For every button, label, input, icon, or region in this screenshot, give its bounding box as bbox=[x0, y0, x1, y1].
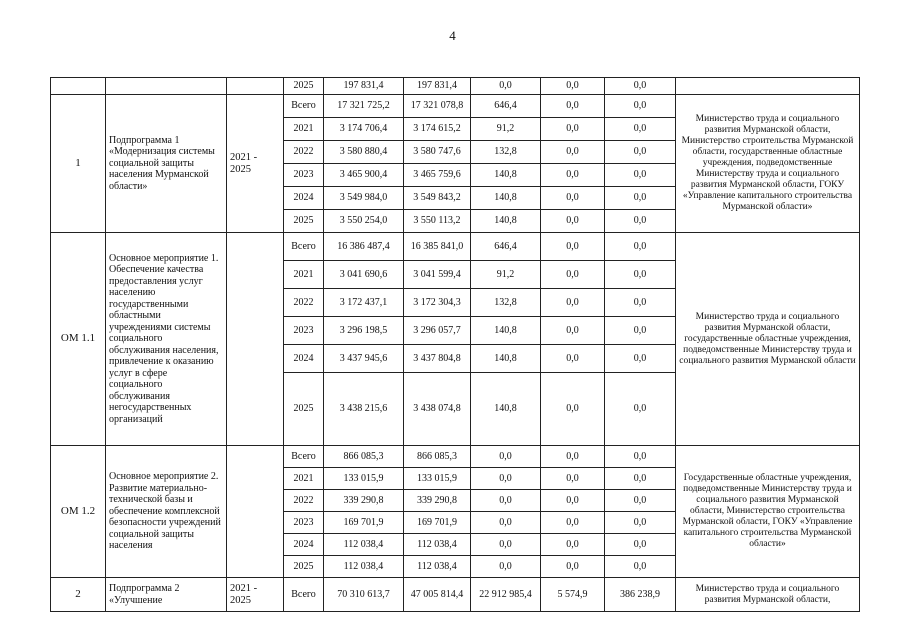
value-cell: 0,0 bbox=[471, 468, 541, 490]
value-cell: 91,2 bbox=[471, 118, 541, 141]
value-cell: 0,0 bbox=[541, 317, 605, 345]
value-cell: 112 038,4 bbox=[404, 556, 471, 578]
value-cell: 140,8 bbox=[471, 373, 541, 446]
value-cell: 0,0 bbox=[541, 187, 605, 210]
section-term bbox=[227, 446, 284, 578]
value-cell: 0,0 bbox=[605, 289, 676, 317]
table-row bbox=[51, 78, 860, 95]
blank-cell bbox=[227, 78, 284, 95]
value-cell: 0,0 bbox=[605, 317, 676, 345]
section-number: 2 bbox=[51, 578, 106, 612]
value-cell: 5 574,9 bbox=[541, 578, 605, 612]
value-cell: 0,0 bbox=[605, 345, 676, 373]
value-cell: 0,0 bbox=[541, 490, 605, 512]
value-cell: 0,0 bbox=[605, 187, 676, 210]
value-cell: 3 549 843,2 bbox=[404, 187, 471, 210]
value-cell: 0,0 bbox=[541, 373, 605, 446]
value-cell: 3 437 804,8 bbox=[404, 345, 471, 373]
section-name: Подпрограмма 2 «Улучшение bbox=[106, 578, 227, 612]
blank-cell bbox=[106, 78, 227, 95]
year-cell: 2024 bbox=[284, 345, 324, 373]
value-cell: 0,0 bbox=[605, 512, 676, 534]
value-cell: 0,0 bbox=[541, 210, 605, 233]
value-cell: 0,0 bbox=[471, 556, 541, 578]
value-cell: 112 038,4 bbox=[324, 534, 404, 556]
year-cell: 2024 bbox=[284, 187, 324, 210]
value-cell: 0,0 bbox=[605, 468, 676, 490]
value-cell: 91,2 bbox=[471, 261, 541, 289]
value-cell: 0,0 bbox=[541, 118, 605, 141]
value-cell: 3 438 074,8 bbox=[404, 373, 471, 446]
responsible-executors: Министерство труда и социального развития Мурманской области, государственные областные учреждения, подведомственные Министерству труда и социального развития Мурманской области bbox=[676, 233, 860, 446]
value-cell: 0,0 bbox=[471, 446, 541, 468]
value-cell: 197 831,4 bbox=[324, 78, 404, 95]
value-cell: 3 465 759,6 bbox=[404, 164, 471, 187]
table-row bbox=[51, 233, 860, 261]
value-cell: 3 296 198,5 bbox=[324, 317, 404, 345]
table-row bbox=[51, 446, 860, 468]
section-term: 2021 - 2025 bbox=[227, 578, 284, 612]
value-cell: 112 038,4 bbox=[404, 534, 471, 556]
value-cell: 339 290,8 bbox=[324, 490, 404, 512]
section-number: ОМ 1.1 bbox=[51, 233, 106, 446]
page-number: 4 bbox=[449, 28, 456, 43]
year-cell: 2023 bbox=[284, 512, 324, 534]
value-cell: 140,8 bbox=[471, 317, 541, 345]
blank-cell bbox=[51, 78, 106, 95]
value-cell: 0,0 bbox=[471, 78, 541, 95]
year-cell: Всего bbox=[284, 446, 324, 468]
value-cell: 140,8 bbox=[471, 210, 541, 233]
responsible-executors: Министерство труда и социального развития Мурманской области, bbox=[676, 578, 860, 612]
value-cell: 169 701,9 bbox=[324, 512, 404, 534]
year-cell: 2025 bbox=[284, 556, 324, 578]
value-cell: 3 550 254,0 bbox=[324, 210, 404, 233]
value-cell: 3 438 215,6 bbox=[324, 373, 404, 446]
value-cell: 0,0 bbox=[541, 233, 605, 261]
value-cell: 140,8 bbox=[471, 345, 541, 373]
year-cell: 2021 bbox=[284, 118, 324, 141]
value-cell: 0,0 bbox=[541, 95, 605, 118]
value-cell: 0,0 bbox=[541, 141, 605, 164]
section-number: 1 bbox=[51, 95, 106, 233]
value-cell: 0,0 bbox=[605, 373, 676, 446]
value-cell: 132,8 bbox=[471, 141, 541, 164]
value-cell: 0,0 bbox=[605, 490, 676, 512]
value-cell: 140,8 bbox=[471, 164, 541, 187]
value-cell: 0,0 bbox=[541, 289, 605, 317]
year-cell: 2025 bbox=[284, 210, 324, 233]
value-cell: 3 550 113,2 bbox=[404, 210, 471, 233]
value-cell: 0,0 bbox=[605, 164, 676, 187]
table-row bbox=[51, 95, 860, 118]
value-cell: 0,0 bbox=[541, 534, 605, 556]
value-cell: 0,0 bbox=[541, 556, 605, 578]
value-cell: 47 005 814,4 bbox=[404, 578, 471, 612]
value-cell: 132,8 bbox=[471, 289, 541, 317]
year-cell: 2024 bbox=[284, 534, 324, 556]
value-cell: 0,0 bbox=[605, 118, 676, 141]
year-cell: 2025 bbox=[284, 78, 324, 95]
value-cell: 0,0 bbox=[605, 210, 676, 233]
value-cell: 339 290,8 bbox=[404, 490, 471, 512]
year-cell: 2022 bbox=[284, 490, 324, 512]
year-cell: 2023 bbox=[284, 317, 324, 345]
value-cell: 0,0 bbox=[541, 164, 605, 187]
year-cell: 2021 bbox=[284, 468, 324, 490]
value-cell: 0,0 bbox=[605, 78, 676, 95]
year-cell: Всего bbox=[284, 95, 324, 118]
value-cell: 3 174 615,2 bbox=[404, 118, 471, 141]
value-cell: 16 385 841,0 bbox=[404, 233, 471, 261]
value-cell: 3 296 057,7 bbox=[404, 317, 471, 345]
value-cell: 0,0 bbox=[471, 490, 541, 512]
budget-table bbox=[50, 77, 860, 612]
section-name: Основное мероприятие 1. Обеспечение качества предоставления услуг населению государственными областными учреждениями системы социального обслуживания населения, привлечение к оказанию услуг в сфере социального обслуживания негосударственных организаций bbox=[106, 233, 227, 446]
value-cell: 17 321 078,8 bbox=[404, 95, 471, 118]
value-cell: 3 580 747,6 bbox=[404, 141, 471, 164]
value-cell: 0,0 bbox=[605, 141, 676, 164]
value-cell: 3 437 945,6 bbox=[324, 345, 404, 373]
value-cell: 169 701,9 bbox=[404, 512, 471, 534]
value-cell: 0,0 bbox=[541, 261, 605, 289]
section-name: Подпрограмма 1 «Модернизация системы социальной защиты населения Мурманской области» bbox=[106, 95, 227, 233]
value-cell: 0,0 bbox=[605, 95, 676, 118]
value-cell: 197 831,4 bbox=[404, 78, 471, 95]
value-cell: 3 465 900,4 bbox=[324, 164, 404, 187]
value-cell: 3 580 880,4 bbox=[324, 141, 404, 164]
value-cell: 17 321 725,2 bbox=[324, 95, 404, 118]
value-cell: 0,0 bbox=[541, 78, 605, 95]
year-cell: 2021 bbox=[284, 261, 324, 289]
section-name: Основное мероприятие 2. Развитие материально-технической базы и обеспечение комплексной безопасности учреждений социальной защиты населения bbox=[106, 446, 227, 578]
value-cell: 0,0 bbox=[605, 261, 676, 289]
value-cell: 386 238,9 bbox=[605, 578, 676, 612]
value-cell: 3 041 690,6 bbox=[324, 261, 404, 289]
value-cell: 0,0 bbox=[541, 468, 605, 490]
responsible-executors: Государственные областные учреждения, подведомственные Министерству труда и социального развития Мурманской области, Министерство строительства Мурманской области, ГОКУ «Управление капитального строительства Мурманской области» bbox=[676, 446, 860, 578]
blank-cell bbox=[676, 78, 860, 95]
value-cell: 0,0 bbox=[471, 512, 541, 534]
value-cell: 0,0 bbox=[605, 534, 676, 556]
value-cell: 0,0 bbox=[541, 512, 605, 534]
value-cell: 3 041 599,4 bbox=[404, 261, 471, 289]
value-cell: 646,4 bbox=[471, 95, 541, 118]
section-number: ОМ 1.2 bbox=[51, 446, 106, 578]
section-term: 2021 - 2025 bbox=[227, 95, 284, 233]
value-cell: 0,0 bbox=[605, 233, 676, 261]
value-cell: 0,0 bbox=[541, 446, 605, 468]
value-cell: 0,0 bbox=[471, 534, 541, 556]
value-cell: 16 386 487,4 bbox=[324, 233, 404, 261]
value-cell: 70 310 613,7 bbox=[324, 578, 404, 612]
value-cell: 3 174 706,4 bbox=[324, 118, 404, 141]
value-cell: 866 085,3 bbox=[404, 446, 471, 468]
value-cell: 3 172 437,1 bbox=[324, 289, 404, 317]
responsible-executors: Министерство труда и социального развития Мурманской области, Министерство строительства Мурманской области, государственные областные учреждения, подведомственные Министерству труда и социального развития Мурманской области, ГОКУ «Управление капитального строительства Мурманской области» bbox=[676, 95, 860, 233]
value-cell: 3 549 984,0 bbox=[324, 187, 404, 210]
year-cell: Всего bbox=[284, 578, 324, 612]
value-cell: 866 085,3 bbox=[324, 446, 404, 468]
year-cell: 2022 bbox=[284, 289, 324, 317]
value-cell: 3 172 304,3 bbox=[404, 289, 471, 317]
year-cell: 2022 bbox=[284, 141, 324, 164]
year-cell: 2025 bbox=[284, 373, 324, 446]
table-row bbox=[51, 578, 860, 612]
value-cell: 133 015,9 bbox=[404, 468, 471, 490]
value-cell: 646,4 bbox=[471, 233, 541, 261]
year-cell: Всего bbox=[284, 233, 324, 261]
value-cell: 112 038,4 bbox=[324, 556, 404, 578]
value-cell: 0,0 bbox=[541, 345, 605, 373]
year-cell: 2023 bbox=[284, 164, 324, 187]
value-cell: 140,8 bbox=[471, 187, 541, 210]
value-cell: 133 015,9 bbox=[324, 468, 404, 490]
value-cell: 22 912 985,4 bbox=[471, 578, 541, 612]
value-cell: 0,0 bbox=[605, 446, 676, 468]
section-term bbox=[227, 233, 284, 446]
value-cell: 0,0 bbox=[605, 556, 676, 578]
